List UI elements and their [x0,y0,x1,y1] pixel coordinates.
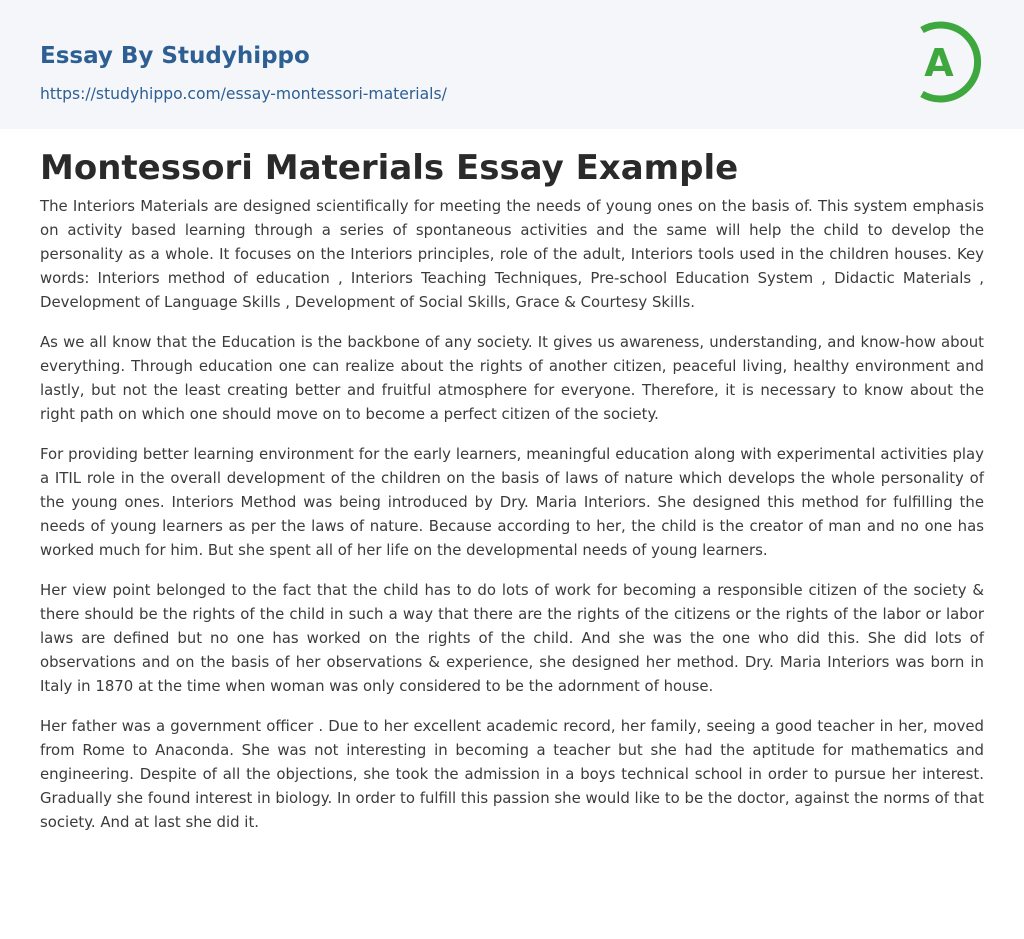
brand-title[interactable]: Essay By Studyhippo [40,43,310,69]
essay-content [40,143,984,850]
essay-paragraph: The Interiors Materials are designed scientifically for meeting the needs of young ones on the basis of. This system emphasis on activity based learning through a series of spontaneous activities and the same will help the child to develop the personality as a whole. It focuses on the Interiors principles, role of the adult, Interiors tools used in the children houses. Key words: Interiors method of education , Interiors Teaching Techniques, Pre-school Education System , Didactic Materials , Development of Language Skills , Development of Social Skills, Grace & Courtesy Skills. [40,197,984,311]
essay-url-link[interactable]: https://studyhippo.com/essay-montessori-materials/ [40,85,447,103]
essay-paragraph: For providing better learning environment for the early learners, meaningful education along with experimental activities play a ITIL role in the overall development of the children on the basis of laws of nature which develops the whole personality of the young ones. Interiors Method was being introduced by Dry. Maria Interiors. She designed this method for fulfilling the needs of young learners as per the laws of nature. Because according to her, the child is the creator of man and no one has worked much for him. But she spent all of her life on the developmental needs of young learners. [40,445,984,559]
essay-paragraph: Her father was a government officer . Due to her excellent academic record, her family, seeing a good teacher in her, moved from Rome to Anaconda. She was not interesting in becoming a teacher but she had the aptitude for mathematics and engineering. Despite of all the objections, she took the admission in a boys technical school in order to pursue her interest. Gradually she found interest in biology. In order to fulfill this passion she would like to be the doctor, against the norms of that society. And at last she did it. [40,717,984,831]
essay-title: Montessori Materials Essay Example [40,148,739,188]
site-header [0,0,1024,129]
essay-paragraph: Her view point belonged to the fact that the child has to do lots of work for becoming a responsible citizen of the society & there should be the rights of the child in such a way that there are the rights of the citizens or the rights of the labor or labor laws are defined but no one has worked on the rights of the child. And she was the one who did this. She did lots of observations and on the basis of her observations & experience, she designed her method. Dry. Maria Interiors was born in Italy in 1870 at the time when woman was only considered to be the adornment of house. [40,581,984,695]
essay-paragraph: As we all know that the Education is the backbone of any society. It gives us awareness, understanding, and know-how about everything. Through education one can realize about the rights of another citizen, peaceful living, healthy environment and lastly, but not the least creating better and fruitful atmosphere for everyone. Therefore, it is necessary to know about the right path on which one should move on to become a perfect citizen of the society. [40,333,984,423]
studyhippo-logo-icon[interactable] [912,19,986,105]
logo-letter: A [924,41,954,85]
